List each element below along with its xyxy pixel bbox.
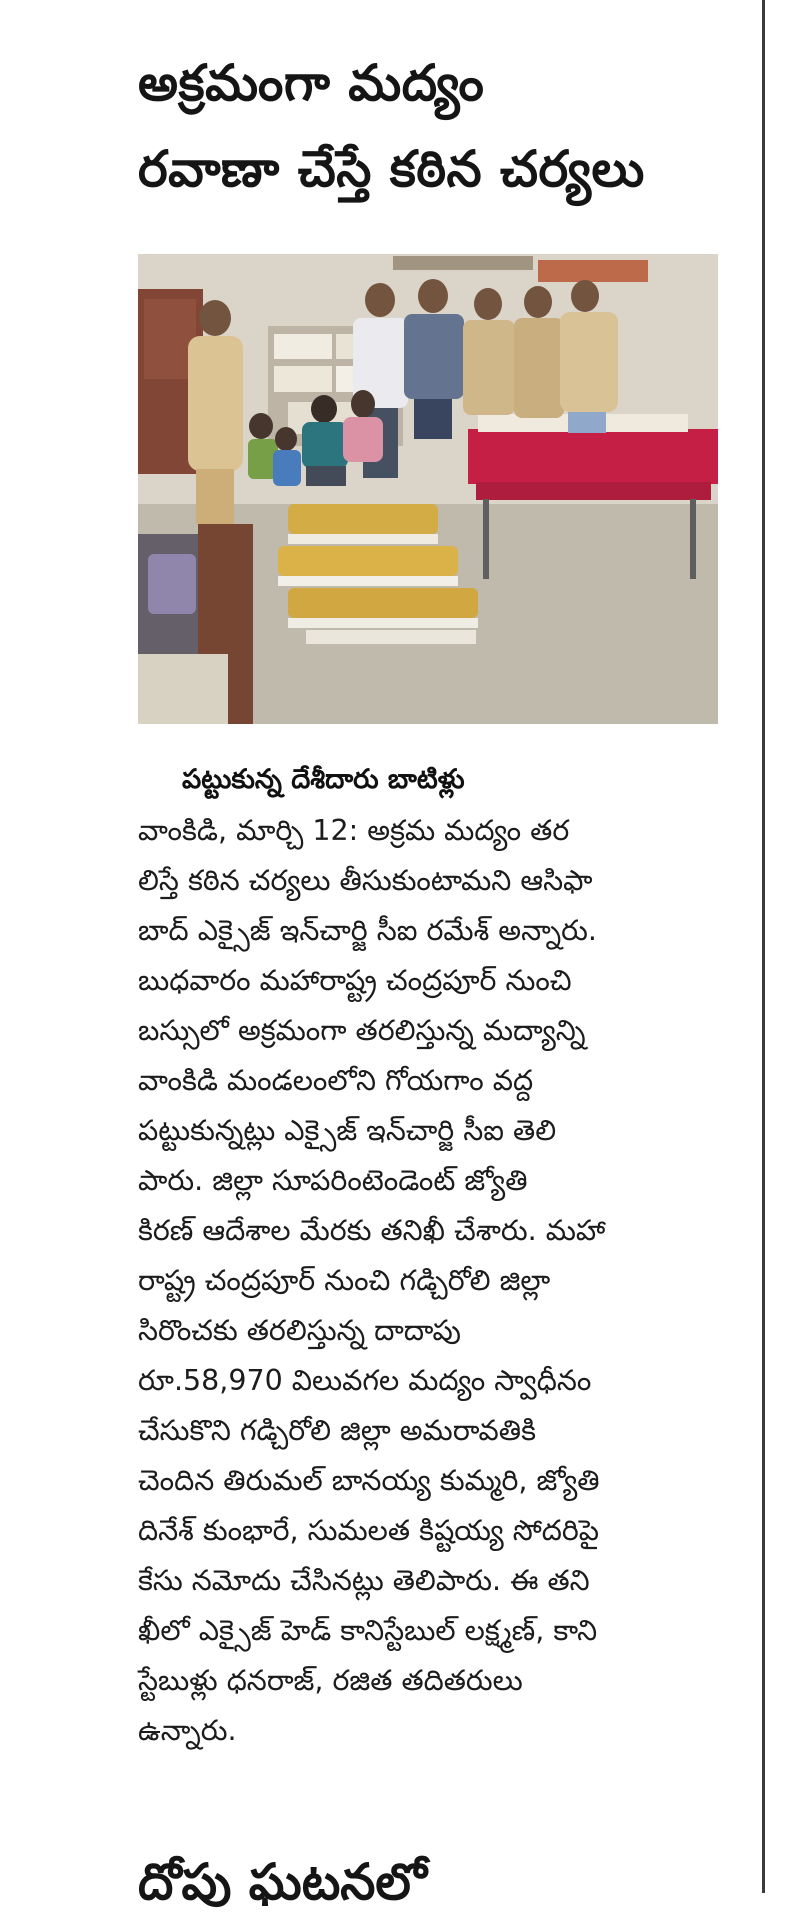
body-line: రాష్ట్ర చంద్రపూర్ నుంచి గడ్చిరోలి జిల్లా xyxy=(138,1264,551,1297)
body-line: చేసుకొని గడ్చిరోలి జిల్లా అమరావతికి xyxy=(138,1414,536,1447)
article-photo xyxy=(138,254,718,724)
body-line: వాంకిడి, మార్చి 12: అక్రమ మద్యం తర xyxy=(138,814,570,847)
column-rule xyxy=(762,0,765,1893)
headline-line-2: రవాణా చేస్తే కఠిన చర్యలు xyxy=(138,140,645,198)
body-line: బాద్ ఎక్సైజ్ ఇన్‌చార్జి సీఐ రమేశ్ అన్నారు. xyxy=(138,914,597,947)
photo-caption: పట్టుకున్న దేశీదారు బాటిళ్లు xyxy=(182,764,465,795)
body-line: బుధవారం మహారాష్ట్ర చంద్రపూర్ నుంచి xyxy=(138,964,572,997)
body-line: ఉన్నారు. xyxy=(138,1714,237,1747)
news-article xyxy=(138,40,718,1756)
body-line: పారు. జిల్లా సూపరింటెండెంట్ జ్యోతి xyxy=(138,1164,528,1197)
body-line: రూ.58,970 విలువగల మద్యం స్వాధీనం xyxy=(138,1364,592,1397)
article-body xyxy=(138,806,718,1756)
body-line: చెందిన తిరుమల్ బానయ్య కుమ్మరి, జ్యోతి xyxy=(138,1464,600,1497)
body-line: దినేశ్ కుంభారే, సుమలత కిష్టయ్య సోదరిపై xyxy=(138,1514,600,1547)
body-line: సిరొంచకు తరలిస్తున్న దాదాపు xyxy=(138,1314,461,1347)
next-article-headline: దోపు ఘటనలో xyxy=(138,1853,427,1911)
body-line: కిరణ్ ఆదేశాల మేరకు తనిఖీ చేశారు. మహా xyxy=(138,1214,606,1247)
article-headline xyxy=(138,40,718,212)
body-line: వాంకిడి మండలంలోని గోయగాం వద్ద xyxy=(138,1064,534,1097)
body-line: స్టేబుళ్లు ధనరాజ్, రజిత తదితరులు xyxy=(138,1664,523,1697)
body-line: బస్సులో అక్రమంగా తరలిస్తున్న మద్యాన్ని xyxy=(138,1014,586,1047)
seized-liquor-photo xyxy=(138,254,718,724)
body-line: లిస్తే కఠిన చర్యలు తీసుకుంటామని ఆసిఫా xyxy=(138,864,593,897)
body-line: ఖీలో ఎక్సైజ్ హెడ్ కానిస్టేబుల్ లక్ష్మణ్, కాని xyxy=(138,1614,598,1647)
body-line: కేసు నమోదు చేసినట్లు తెలిపారు. ఈ తని xyxy=(138,1564,590,1597)
headline-line-1: అక్రమంగా మద్యం xyxy=(138,54,485,112)
body-line: పట్టుకున్నట్లు ఎక్సైజ్ ఇన్‌చార్జి సీఐ తెలి xyxy=(138,1114,557,1147)
